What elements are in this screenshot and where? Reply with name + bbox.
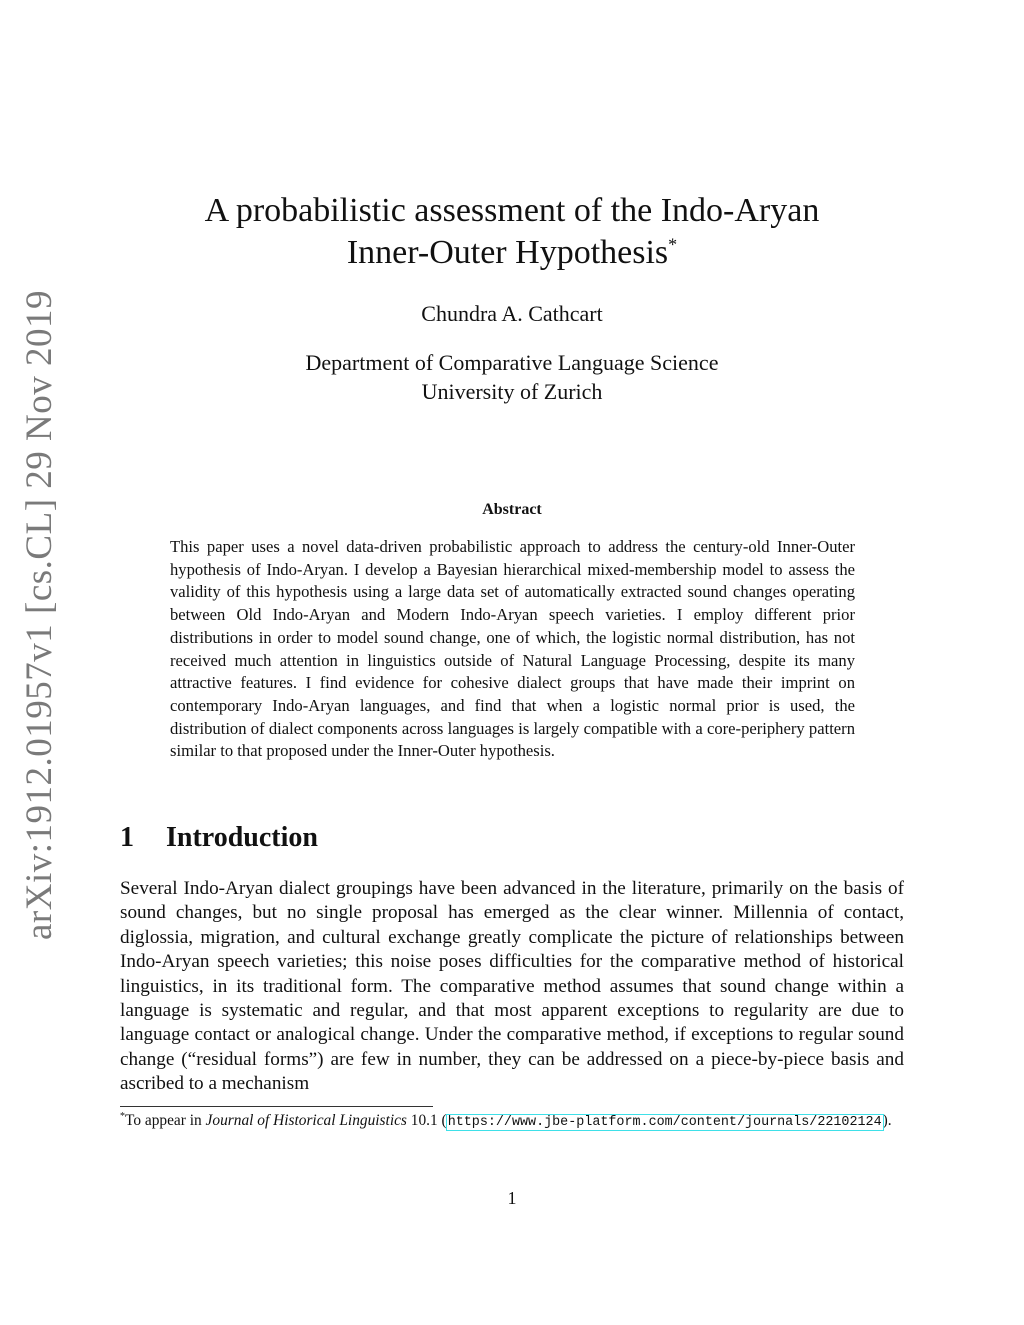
- footnote-url-link[interactable]: https://www.jbe-platform.com/content/journals/22102124: [447, 1115, 882, 1130]
- footnote: [120, 1110, 910, 1134]
- abstract-heading: Abstract: [482, 501, 542, 518]
- footnote-suffix: ).: [882, 1112, 892, 1129]
- title-line-2: Inner-Outer Hypothesis: [346, 234, 669, 271]
- footnote-divider: [120, 1106, 433, 1107]
- paper-title: [120, 190, 904, 274]
- footnote-prefix: To appear in: [125, 1112, 206, 1129]
- footnote-journal: Journal of Historical Linguistics: [205, 1112, 407, 1129]
- footnote-mark: *: [120, 1110, 125, 1122]
- affiliation-university: University of Zurich: [421, 379, 603, 404]
- affiliation-department: Department of Comparative Language Science: [305, 350, 719, 375]
- section-heading: [120, 822, 318, 854]
- abstract-text: This paper uses a novel data-driven probabilistic approach to address the century-old Inner-Outer hypothesis of Indo-Aryan. I develop a Bayesian hierarchical mixed-membership model to assess the validity of this hypothesis using a large data set of automatically extracted sound changes operating between Old Indo-Aryan and Modern Indo-Aryan speech varieties. I employ different prior distributions in order to model sound change, one of which, the logistic normal distribution, has not received much attention in linguistics outside of Natural Language Processing, despite its many attractive features. I find evidence for cohesive dialect groups that have made their imprint on contemporary Indo-Aryan languages, and find that when a logistic normal prior is used, the distribution of dialect components across languages is largely compatible with a core-periphery pattern similar to that proposed under the Inner-Outer hypothesis.: [170, 537, 855, 761]
- author-name: Chundra A. Cathcart: [421, 301, 603, 326]
- footnote-volume: 10.1 (: [406, 1112, 447, 1129]
- title-line-1: A probabilistic assessment of the Indo-Aryan: [204, 192, 820, 229]
- introduction-paragraph: Several Indo-Aryan dialect groupings have been advanced in the literature, primarily on the basis of sound changes, but no single proposal has emerged as the clear winner. Millennia of contact, diglossia, migration, and cultural exchange greatly complicate the picture of relationships between Indo-Aryan speech varieties; this noise poses difficulties for the comparative method of historical linguistics, in its traditional form. The comparative method assumes that sound change within a language is systematic and regular, and that most apparent exceptions to regularity are due to language contact or analogical change. Under the comparative method, if exceptions to regular sound change (“residual forms”) are few in number, they can be addressed on a piece-by-piece basis and ascribed to a mechanism: [120, 878, 904, 1095]
- page-number: 1: [507, 1188, 517, 1208]
- section-title: Introduction: [166, 822, 318, 853]
- title-footnote-mark: *: [668, 234, 678, 255]
- section-number: 1: [120, 822, 134, 853]
- author-affiliation: [120, 348, 904, 406]
- arxiv-identifier-stamp: arXiv:1912.01957v1 [cs.CL] 29 Nov 2019: [19, 290, 60, 940]
